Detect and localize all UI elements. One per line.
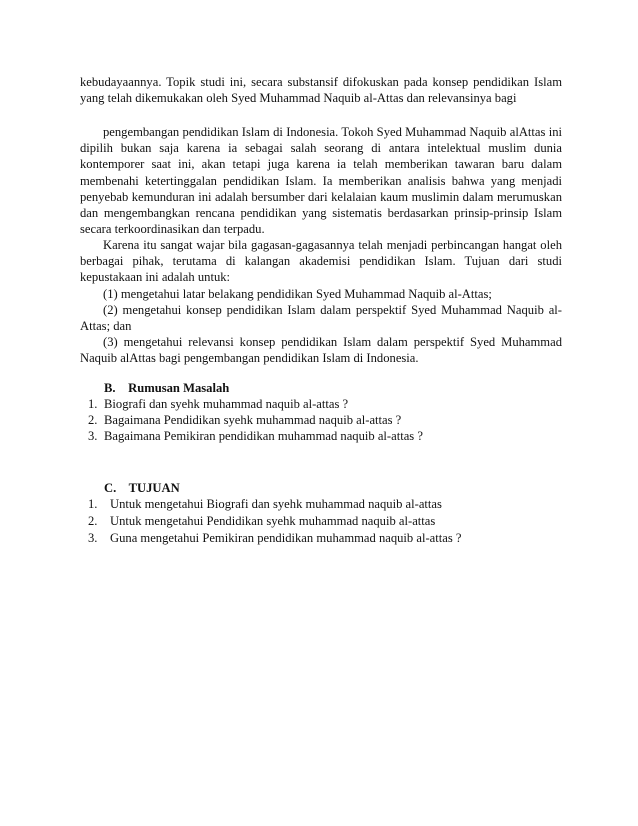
list-text: Untuk mengetahui Biografi dan syehk muhammad naquib al-attas [110, 497, 442, 511]
list-text: Guna mengetahui Pemikiran pendidikan muhammad naquib al-attas ? [110, 531, 462, 545]
list-item [88, 496, 442, 512]
paragraph-intro: kebudayaannya. Topik studi ini, secara substansif difokuskan pada konsep pendidikan Islam yang telah dikemukakan oleh Syed Muhammad Naquib al-Attas dan relevansinya bagi [80, 75, 562, 106]
paragraph-study-purpose: Karena itu sangat wajar bila gagasan-gagasannya telah menjadi perbincangan hangat oleh berbagai pihak, terutama di kalangan akademisi pendidikan Islam. Tujuan dari studi kepustakaan ini adalah untuk: [80, 238, 562, 285]
list-number: 2. [88, 514, 98, 528]
section-heading-tujuan: C. TUJUAN [104, 481, 180, 495]
list-item [88, 396, 348, 412]
list-number: 3. [88, 531, 98, 545]
list-number: 3. [88, 429, 98, 443]
objective-item-2: (2) mengetahui konsep pendidikan Islam dalam perspektif Syed Muhammad Naquib al-Attas; dan [80, 303, 562, 334]
list-item [88, 412, 401, 428]
list-text: Bagaimana Pemikiran pendidikan muhammad naquib al-attas ? [104, 429, 423, 443]
section-heading-rumusan-masalah: B. Rumusan Masalah [104, 381, 230, 395]
list-number: 1. [88, 397, 98, 411]
list-text: Untuk mengetahui Pendidikan syehk muhammad naquib al-attas [110, 514, 436, 528]
paragraph-al-attas-profile: pengembangan pendidikan Islam di Indonesia. Tokoh Syed Muhammad Naquib alAttas ini dipilih bukan saja karena ia sebagai salah seorang di antara intelektual muslim dunia kontemporer saat ini, akan tetapi juga karena ia telah memberikan tawaran baru dalam membenahi ketertinggalan pendidikan Islam. Ia memberikan analisis bahwa yang menjadi penyebab kemunduran ini adalah bersumber dari kelalaian kaum muslimin dalam merumuskan dan mengembangkan rencana pendidikan yang sistematis berdasarkan prinsip-prinsip Islam secara terkoordinasikan dan terpadu. [80, 125, 562, 237]
list-number: 2. [88, 413, 98, 427]
list-text: Biografi dan syehk muhammad naquib al-attas ? [104, 397, 349, 411]
list-text: Bagaimana Pendidikan syehk muhammad naquib al-attas ? [104, 413, 402, 427]
list-number: 1. [88, 497, 98, 511]
objective-item-3: (3) mengetahui relevansi konsep pendidikan Islam dalam perspektif Syed Muhammad Naquib alAttas bagi pengembangan pendidikan Islam di Indonesia. [80, 335, 562, 366]
list-item [88, 428, 423, 444]
objective-item-1: (1) mengetahui latar belakang pendidikan Syed Muhammad Naquib al-Attas; [103, 287, 492, 301]
list-item [88, 513, 435, 529]
list-item [88, 530, 461, 546]
